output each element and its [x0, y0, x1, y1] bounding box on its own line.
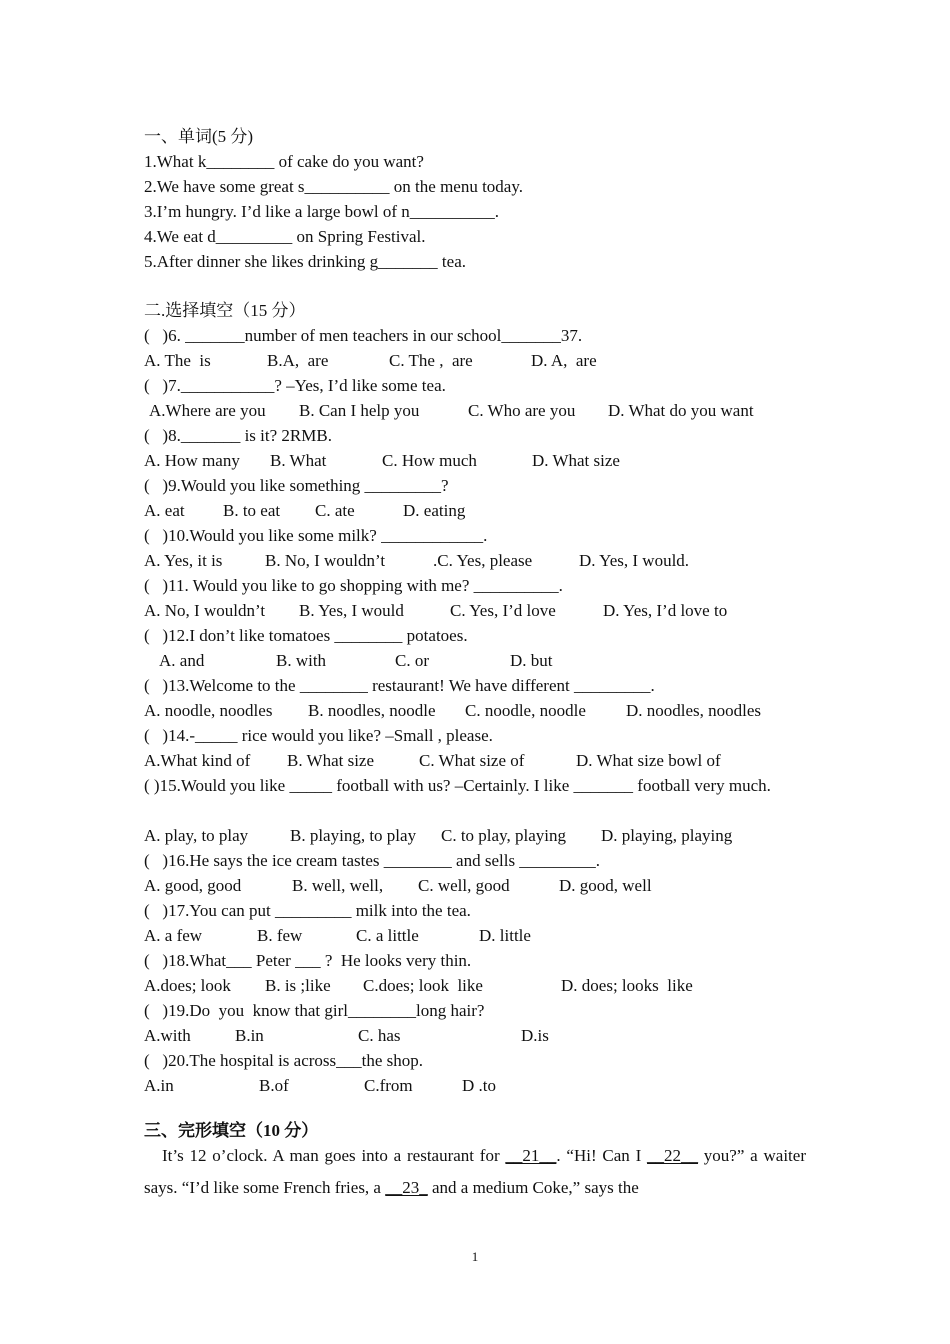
option-d: D. What size bowl of [576, 751, 721, 770]
cloze-blank-22: __22__ [647, 1146, 699, 1165]
option-a: A.does; look [144, 976, 231, 995]
question-11: ( )11. Would you like to go shopping with me? __________. [144, 576, 563, 595]
option-c: C. ate [315, 501, 355, 520]
option-a: A.What kind of [144, 751, 251, 770]
option-d: D. A, are [531, 351, 597, 370]
question-9: ( )9.Would you like something _________? [144, 476, 449, 495]
option-c: C. Who are you [468, 401, 576, 420]
option-c: C. How much [382, 451, 477, 470]
option-d: D. What do you want [608, 401, 754, 420]
question-18: ( )18.What___ Peter ___ ? He looks very thin. [144, 951, 472, 970]
option-a: A.with [144, 1026, 191, 1045]
option-c: C. to play, playing [441, 826, 566, 845]
option-a: A. eat [144, 501, 185, 520]
option-c: C.from [364, 1076, 413, 1095]
option-b: B. No, I wouldn’t [265, 551, 386, 570]
option-d: D. eating [403, 501, 466, 520]
option-b: B.A, are [267, 351, 329, 370]
section1-title: 一、单词(5 分) [144, 127, 254, 146]
question-1: 1.What k________ of cake do you want? [144, 152, 424, 171]
option-d: D. What size [532, 451, 620, 470]
question-2: 2.We have some great s__________ on the menu today. [144, 177, 523, 196]
option-b: B. with [276, 651, 327, 670]
page-number: 1 [471, 1249, 479, 1264]
question-20: ( )20.The hospital is across___the shop. [144, 1051, 424, 1070]
option-a: A. The is [144, 351, 211, 370]
option-a: A. and [159, 651, 205, 670]
option-b: B.of [259, 1076, 289, 1095]
question-12: ( )12.I don’t like tomatoes ________ potatoes. [144, 626, 468, 645]
option-a: A.Where are you [149, 401, 266, 420]
cloze-blank-21: __21__ [505, 1146, 557, 1165]
option-b: B. well, well, [292, 876, 384, 895]
question-8: ( )8._______ is it? 2RMB. [144, 426, 332, 445]
option-a: A. Yes, it is [144, 551, 223, 570]
question-15: ( )15.Would you like _____ football with us? –Certainly. I like _______ football very much. [144, 776, 771, 795]
cloze-paragraph [144, 1140, 806, 1204]
option-a: A. good, good [144, 876, 242, 895]
option-d: D. Yes, I’d love to [603, 601, 728, 620]
option-c: C. Yes, I’d love [450, 601, 556, 620]
option-c: C. or [395, 651, 429, 670]
option-a: A. a few [144, 926, 203, 945]
option-d: D. playing, playing [601, 826, 733, 845]
option-c: C. The , are [389, 351, 473, 370]
option-d: D. does; looks like [561, 976, 693, 995]
option-b: B. is ;like [265, 976, 331, 995]
option-c: C. What size of [419, 751, 525, 770]
option-d: D. but [510, 651, 553, 670]
question-19: ( )19.Do you know that girl________long hair? [144, 1001, 485, 1020]
cloze-text-4: and a medium Coke,” says the [427, 1178, 639, 1197]
option-c: C. noodle, noodle [465, 701, 586, 720]
option-b: B. Can I help you [299, 401, 420, 420]
option-b: B. What size [287, 751, 375, 770]
option-a: A. play, to play [144, 826, 249, 845]
question-16: ( )16.He says the ice cream tastes ________ and sells _________. [144, 851, 601, 870]
option-b: B. Yes, I would [299, 601, 404, 620]
option-d: D. good, well [559, 876, 652, 895]
question-17: ( )17.You can put _________ milk into the tea. [144, 901, 471, 920]
question-7: ( )7.___________? –Yes, I’d like some tea. [144, 376, 446, 395]
option-b: B. few [257, 926, 303, 945]
option-b: B. What [270, 451, 327, 470]
question-5: 5.After dinner she likes drinking g_______ tea. [144, 252, 466, 271]
option-b: B.in [235, 1026, 264, 1045]
option-c: C. a little [356, 926, 419, 945]
option-d: D. little [479, 926, 531, 945]
cloze-blank-23: __23_ [385, 1178, 428, 1197]
cloze-text-1: It’s 12 o’clock. A man goes into a restaurant for [162, 1146, 506, 1165]
option-b: B. noodles, noodle [308, 701, 436, 720]
question-14: ( )14.-_____ rice would you like? –Small , please. [144, 726, 493, 745]
option-d: D.is [521, 1026, 549, 1045]
option-a: A. How many [144, 451, 240, 470]
question-6: ( )6. _______number of men teachers in our school_______37. [144, 326, 583, 345]
option-d: D. Yes, I would. [579, 551, 690, 570]
option-a: A. noodle, noodles [144, 701, 273, 720]
option-a: A.in [144, 1076, 174, 1095]
option-a: A. No, I wouldn’t [144, 601, 266, 620]
option-c: .C. Yes, please [433, 551, 533, 570]
question-10: ( )10.Would you like some milk? ____________. [144, 526, 488, 545]
question-3: 3.I’m hungry. I’d like a large bowl of n__________. [144, 202, 500, 221]
option-b: B. playing, to play [290, 826, 417, 845]
option-b: B. to eat [223, 501, 281, 520]
cloze-text-3: you?” a waiter says. “I’d like some French fries, a [144, 1146, 806, 1197]
option-c: C. has [358, 1026, 401, 1045]
question-13: ( )13.Welcome to the ________ restaurant! We have different _________. [144, 676, 655, 695]
option-d: D .to [462, 1076, 496, 1095]
question-4: 4.We eat d_________ on Spring Festival. [144, 227, 426, 246]
section3-title: 三、完形填空（10 分） [144, 1121, 319, 1140]
section2-title: 二.选择填空（15 分） [144, 301, 306, 320]
option-c: C. well, good [418, 876, 510, 895]
option-c: C.does; look like [363, 976, 483, 995]
cloze-text-2: . “Hi! Can I [556, 1146, 648, 1165]
option-d: D. noodles, noodles [626, 701, 762, 720]
